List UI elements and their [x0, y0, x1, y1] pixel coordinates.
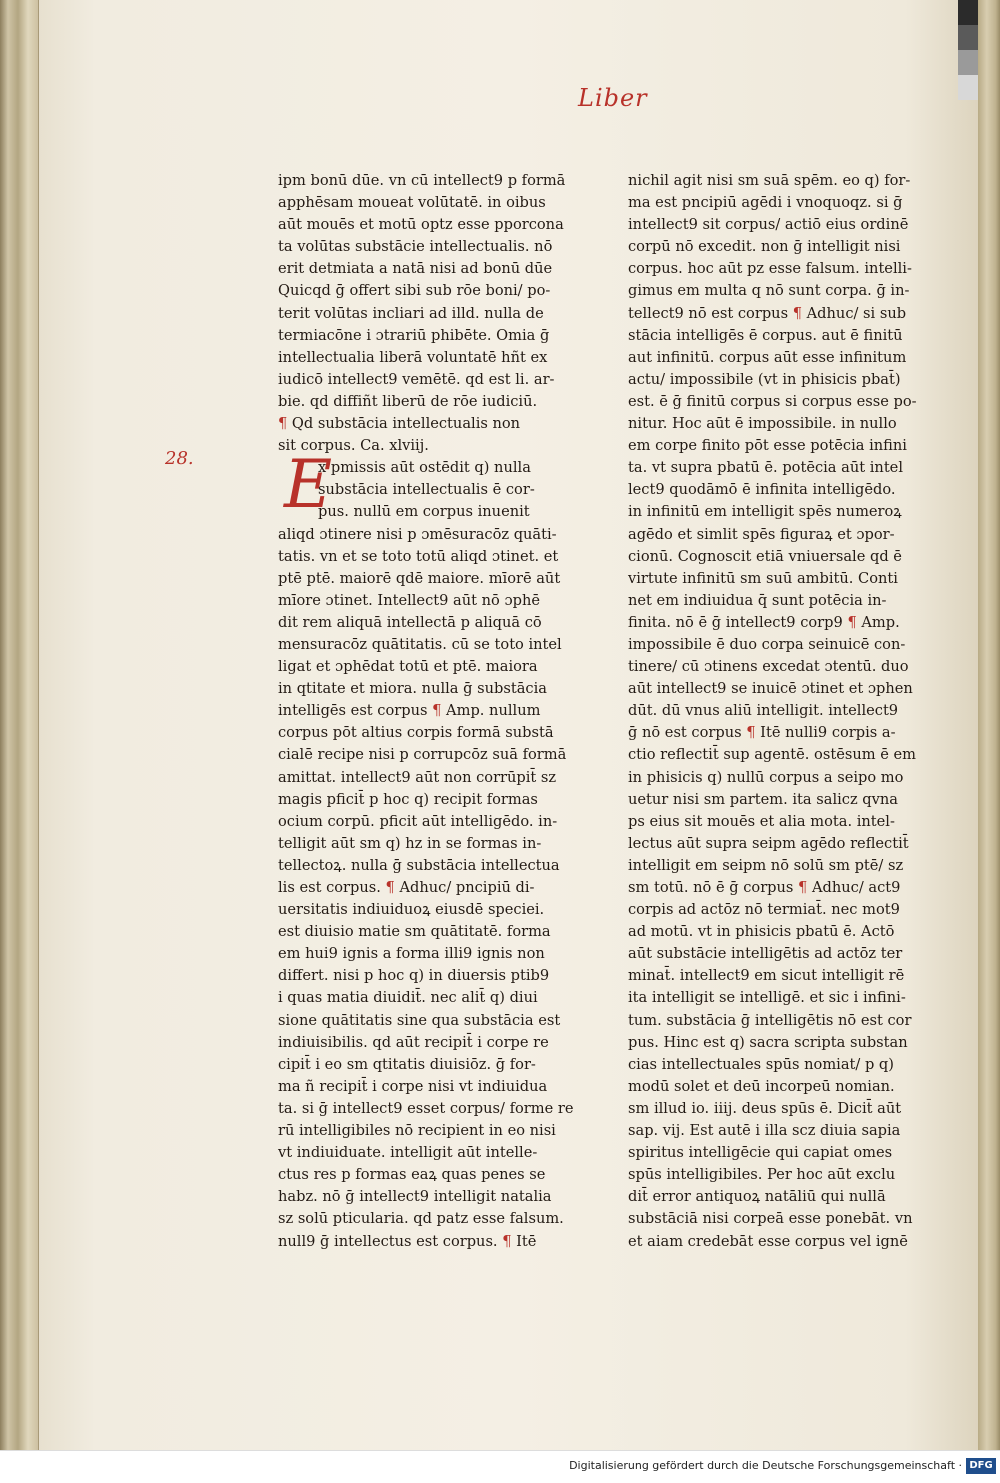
- text-line: sione quātitatis sine qua substācia est: [278, 1011, 561, 1029]
- text-line: ¶ Qd substācia intellectualis non: [278, 415, 521, 433]
- footer-bar: [0, 1450, 1000, 1483]
- text-line: sm totū. nō ē ḡ corpus ¶ Adhuc/ act9: [628, 879, 901, 896]
- text-line: pus. Hinc est q) sacra scripta substan: [628, 1033, 908, 1051]
- text-line: dūt. dū vnus aliū intelligit. intellect9: [628, 702, 899, 720]
- text-line: modū solet et deū incorpeū nomian.: [628, 1077, 895, 1095]
- text-line: nitur. Hoc aūt ē impossibile. in nullo: [628, 415, 897, 433]
- text-line: tinere/ cū ɔtinens excedat ɔtentū. duo: [628, 658, 909, 676]
- text-line: ps eius sit mouēs et alia mota. intel-: [628, 812, 895, 830]
- text-line: tum. substācia ḡ intelligētis nō est cor: [628, 1011, 912, 1029]
- text-line: em hui9 ignis a forma illi9 ignis non: [278, 945, 545, 963]
- text-line: pus. nullū em corpus inuenit: [318, 503, 530, 521]
- text-line: sit corpus. Ca. xlviij.: [278, 437, 429, 455]
- text-line: virtute infinitū sm suū ambitū. Conti: [628, 569, 898, 587]
- text-line: ta. vt supra pbatū ē. potēcia aūt intel: [628, 459, 903, 477]
- text-line: bie. qd diffiñt liberū de rōe iudiciū.: [278, 392, 538, 410]
- text-line: minat̄. intellect9 em sicut intelligit rē: [628, 967, 905, 985]
- text-line: aut infinitū. corpus aūt esse infinitum: [628, 348, 907, 366]
- text-line: vt indiuiduate. intelligit aūt intelle-: [278, 1144, 538, 1162]
- text-line: lectus aūt supra seipm agēdo reflectit̄: [628, 834, 909, 852]
- page-stack-left: [0, 0, 40, 1450]
- text-line: aūt mouēs et motū optz esse pporcona: [278, 216, 564, 234]
- text-line: em corpe finito pōt esse potēcia infini: [628, 437, 907, 455]
- text-line: cipit̄ i eo sm qtitatis diuisiōz. ḡ for-: [278, 1055, 536, 1073]
- text-line: ḡ nō est corpus ¶ Itē nulli9 corpis a-: [628, 724, 896, 742]
- text-line: indiuisibilis. qd aūt recipit̄ i corpe re: [278, 1033, 549, 1051]
- text-line: magis pficit̄ p hoc q) recipit formas: [278, 790, 538, 808]
- text-line: Quicqd ḡ offert sibi sub rōe boni/ po-: [278, 282, 551, 300]
- text-line: in phisicis q) nullū corpus a seipo mo: [628, 768, 904, 786]
- text-line: agēdo et simlit spēs figuraꝝ et ɔpor-: [628, 525, 895, 543]
- text-line: lect9 quodāmō ē infinita intelligēdo.: [628, 481, 896, 499]
- text-line: net em indiuidua q̄ sunt potēcia in-: [628, 591, 887, 609]
- text-line: corpus. hoc aūt pz esse falsum. intelli-: [628, 260, 912, 278]
- text-line: gimus em multa q nō sunt corpa. ḡ in-: [628, 282, 910, 300]
- text-line: sap. vij. Est autē i illa scz diuia sapia: [628, 1122, 901, 1140]
- text-line: spūs intelligibiles. Per hoc aūt exclu: [628, 1166, 896, 1184]
- text-line: uersitatis indiuiduoꝝ eiusdē speciei.: [278, 901, 545, 919]
- text-line: termiacōne i ɔtrariū phibēte. Omia ḡ: [278, 326, 550, 344]
- text-line: in qtitate et miora. nulla ḡ substācia: [278, 680, 547, 698]
- text-line: cialē recipe nisi p corrupcōz suā formā: [278, 746, 567, 764]
- text-line: nichil agit nisi sm suā spēm. eo q) for-: [628, 172, 911, 189]
- text-line: intellect9 sit corpus/ actiō eius ordinē: [628, 216, 909, 234]
- text-line: ma ñ recipit̄ i corpe nisi vt indiuidua: [278, 1077, 548, 1095]
- text-line: mensuracōz quātitatis. cū se toto intel: [278, 635, 562, 653]
- text-line: ctus res p formas eaꝝ quas penes se: [278, 1166, 546, 1184]
- text-line: intellectualia liberā voluntatē hñt ex: [278, 348, 548, 366]
- text-line: ita intelligit se intelligē. et sic i infini-: [628, 989, 906, 1007]
- margin-note: 28.: [165, 448, 194, 469]
- text-line: et aiam credebāt esse corpus vel ignē: [628, 1232, 908, 1250]
- text-line: apphēsam moueat volūtatē. in oibus: [278, 194, 546, 212]
- text-line: stācia intelligēs ē corpus. aut ē finitū: [628, 326, 903, 344]
- text-line: actu/ impossibile (vt in phisicis pbat̄): [628, 370, 901, 388]
- text-line: ta. si ḡ intellect9 esset corpus/ forme re: [278, 1099, 574, 1117]
- text-line: lis est corpus. ¶ Adhuc/ pncipiū di-: [278, 879, 535, 896]
- text-line: dit̄ error antiquoꝝ natāliū qui nullā: [628, 1188, 886, 1206]
- text-line: ma est pncipiū agēdi i vnoquoqz. si ḡ: [628, 194, 903, 212]
- text-line: cionū. Cognoscit etiā vniuersale qd ē: [628, 547, 902, 565]
- text-line: impossibile ē duo corpa seinuicē con-: [628, 635, 906, 653]
- text-line: erit detmiata a natā nisi ad bonū dūe: [278, 260, 553, 278]
- text-line: corpis ad actōz nō termiat̄. nec mot9: [628, 901, 900, 919]
- dfg-logo: DFG: [966, 1458, 996, 1474]
- text-line: i quas matia diuidit̄. nec alit̄ q) diui: [278, 989, 538, 1007]
- text-line: ctio reflectit̄ sup agentē. ostēsum ē em: [628, 746, 916, 764]
- text-line: x pmissis aūt ostēdit q) nulla: [318, 459, 531, 477]
- text-line: ad motū. vt in phisicis pbatū ē. Actō: [628, 923, 895, 941]
- text-line: uetur nisi sm partem. ita salicz qvna: [628, 790, 898, 808]
- text-line: aūt intellect9 se inuicē ɔtinet et ɔphen: [628, 680, 913, 698]
- text-line: habz. nō ḡ intellect9 intelligit natalia: [278, 1188, 552, 1206]
- text-line: ptē ptē. maiorē qdē maiore. mīorē aūt: [278, 569, 561, 587]
- text-line: cias intellectuales spūs nomiat/ p q): [628, 1055, 894, 1073]
- text-line: in infinitū em intelligit spēs numeroꝝ: [628, 503, 902, 521]
- text-line: est diuisio matie sm quātitatē. forma: [278, 923, 551, 941]
- text-line: amittat. intellect9 aūt non corrūpit̄ sz: [278, 768, 557, 786]
- text-line: sm illud io. iiij. deus spūs ē. Dicit̄ aūt: [628, 1099, 902, 1117]
- text-line: tatis. vn et se toto totū aliqd ɔtinet. et: [278, 547, 559, 565]
- text-line: substācia intellectualis ē cor-: [318, 481, 535, 499]
- text-line: intelligēs est corpus ¶ Amp. nullum: [278, 702, 541, 720]
- text-line: sz solū pticularia. qd patz esse falsum.: [278, 1210, 564, 1228]
- text-line: mīore ɔtinet. Intellect9 aūt nō ɔphē: [278, 591, 541, 609]
- text-line: aliqd ɔtinere nisi p ɔmēsuracōz quāti-: [278, 525, 557, 543]
- text-line: intelligit em seipm nō solū sm ptē/ sz: [628, 856, 904, 874]
- decorated-initial: E: [284, 446, 333, 523]
- text-line: ipm bonū dūe. vn cū intellect9 p formā: [278, 172, 566, 189]
- text-line: substāciā nisi corpeā esse ponebāt. vn: [628, 1210, 913, 1228]
- text-line: rū intelligibiles nō recipient in eo nisi: [278, 1122, 556, 1140]
- text-line: aūt substācie intelligētis ad actōz ter: [628, 945, 903, 963]
- text-line: iudicō intellect9 vemētē. qd est li. ar-: [278, 370, 555, 388]
- text-column-right: [628, 170, 936, 1253]
- color-calibration-strip: [958, 0, 978, 100]
- text-line: ocium corpū. pficit aūt intelligēdo. in-: [278, 812, 558, 830]
- text-line: corpus pōt altius corpis formā substā: [278, 724, 554, 742]
- text-line: null9 ḡ intellectus est corpus. ¶ Itē: [278, 1232, 537, 1250]
- text-line: differt. nisi p hoc q) in diuersis ptib9: [278, 967, 550, 985]
- text-line: tellectoꝝ. nulla ḡ substācia intellectua: [278, 856, 560, 874]
- text-line: finita. nō ē ḡ intellect9 corp9 ¶ Amp.: [628, 613, 900, 631]
- text-line: ligat et ɔphēdat totū et ptē. maiora: [278, 658, 538, 676]
- running-headline: Liber: [578, 84, 648, 112]
- text-line: tellect9 nō est corpus ¶ Adhuc/ si sub: [628, 304, 907, 322]
- text-line: ta volūtas substācie intellectualis. nō: [278, 238, 553, 256]
- text-line: spiritus intelligēcie qui capiat omes: [628, 1144, 893, 1162]
- funding-credit: Digitalisierung gefördert durch die Deutsche Forschungsgemeinschaft ·: [569, 1459, 962, 1472]
- text-line: dit rem aliquā intellectā p aliquā cō: [278, 613, 542, 631]
- page-stack-right: [978, 0, 1000, 1450]
- text-column-left: [278, 170, 578, 1253]
- text-line: est. ē ḡ finitū corpus si corpus esse po-: [628, 392, 917, 410]
- text-line: corpū nō excedit. non ḡ intelligit nisi: [628, 238, 901, 256]
- text-line: telligit aūt sm q) hz in se formas in-: [278, 834, 542, 852]
- text-line: terit volūtas incliari ad illd. nulla de: [278, 304, 544, 322]
